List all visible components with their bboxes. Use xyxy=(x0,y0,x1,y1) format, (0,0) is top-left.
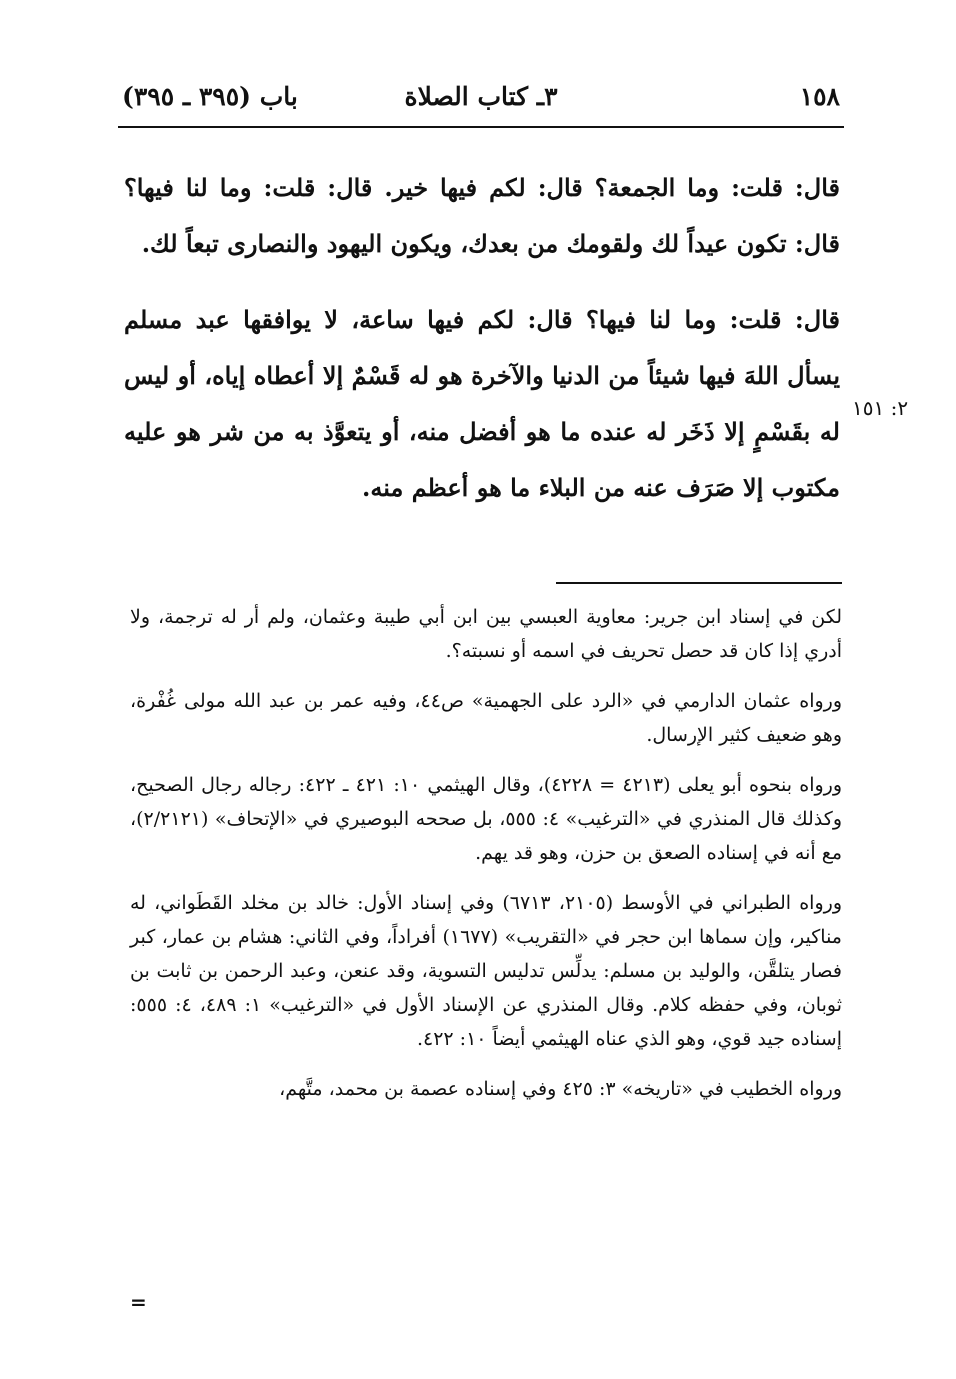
book-title: ٣ـ كتاب الصلاة xyxy=(404,82,558,111)
main-paragraph-1: قال: قلت: وما الجمعة؟ قال: لكم فيها خير. قال: قلت: وما لنا فيها؟ قال: تكون عيداً لك ولقومك من بعدك، ويكون اليهود والنصارى تبعاً لك. xyxy=(124,173,840,258)
footnote-paragraph: ورواه عثمان الدارمي في «الرد على الجهمية» ص٤٤، وفيه عمر بن عبد الله مولى غُفْرة، وهو ضعيف كثير الإرسال. xyxy=(130,690,842,746)
footnote-continuation-mark: = xyxy=(130,1290,147,1314)
footnote-paragraph: ورواه الطبراني في الأوسط (٢١٠٥، ٦٧١٣) وفي إسناد الأول: خالد بن مخلد القَطَواني، له مناكير، وإن سماها ابن حجر في «التقريب» (١٦٧٧) أفراداً، وفي الثاني: هشام بن عمار، كبر فصار يتلقَّن، والوليد بن مسلم: يدلِّس تدليس التسوية، وقد عنعن، وعبد الرحمن بن ثابت بن ثوبان، وفي حفظه كلام. وقال المنذري عن الإسناد الأول في «الترغيب» ١: ٤٨٩، ٤: ٥٥٥: إسناده جيد قوي، وهو الذي عناه الهيثمي أيضاً ١٠: ٤٢٢. xyxy=(130,892,842,1050)
footnotes xyxy=(130,600,842,1122)
footnote-paragraph: ورواه بنحوه أبو يعلى (٤٢١٣ = ٤٢٢٨)، وقال الهيثمي ١٠: ٤٢١ ـ ٤٢٢: رجاله رجال الصحيح، وكذلك قال المنذري في «الترغيب» ٤: ٥٥٥، بل صححه البوصيري في «الإتحاف» (٢/٢١٢١)، مع أنه في إسناده الصعق بن حزن، وهو قد يهم. xyxy=(130,774,842,864)
footnote-divider xyxy=(556,582,842,584)
margin-reference: ٢: ١٥١ xyxy=(852,396,909,420)
header-divider xyxy=(118,126,844,128)
footnote-paragraph: لكن في إسناد ابن جرير: معاوية العبسي بين ابن أبي طيبة وعثمان، ولم أر له ترجمة، ولا أدري إذا كان قد حصل تحريف في اسمه أو نسبته؟. xyxy=(130,606,842,662)
main-paragraph-2: قال: قلت: وما لنا فيها؟ قال: لكم فيها ساعة، لا يوافقها عبد مسلم يسأل اللهَ فيها شيئاً من الدنيا والآخرة هو له قَسْمٌ إلا أعطاه إياه، أو ليس له بقَسْمٍ إلا ذَخَر له عنده ما هو أفضل منه، أو يتعوَّذ به من شر هو عليه مكتوب إلا صَرَف عنه من البلاء ما هو أعظم منه. xyxy=(124,305,840,502)
page-number: ١٥٨ xyxy=(799,82,840,111)
footnote-paragraph: ورواه الخطيب في «تاريخه» ٣: ٤٢٥ وفي إسناده عصمة بن محمد، متَّهم، xyxy=(279,1078,842,1100)
page-header xyxy=(118,82,844,122)
chapter-heading: باب (٣٩٥ ـ ٣٩٥) xyxy=(122,82,298,111)
main-text xyxy=(124,160,840,516)
